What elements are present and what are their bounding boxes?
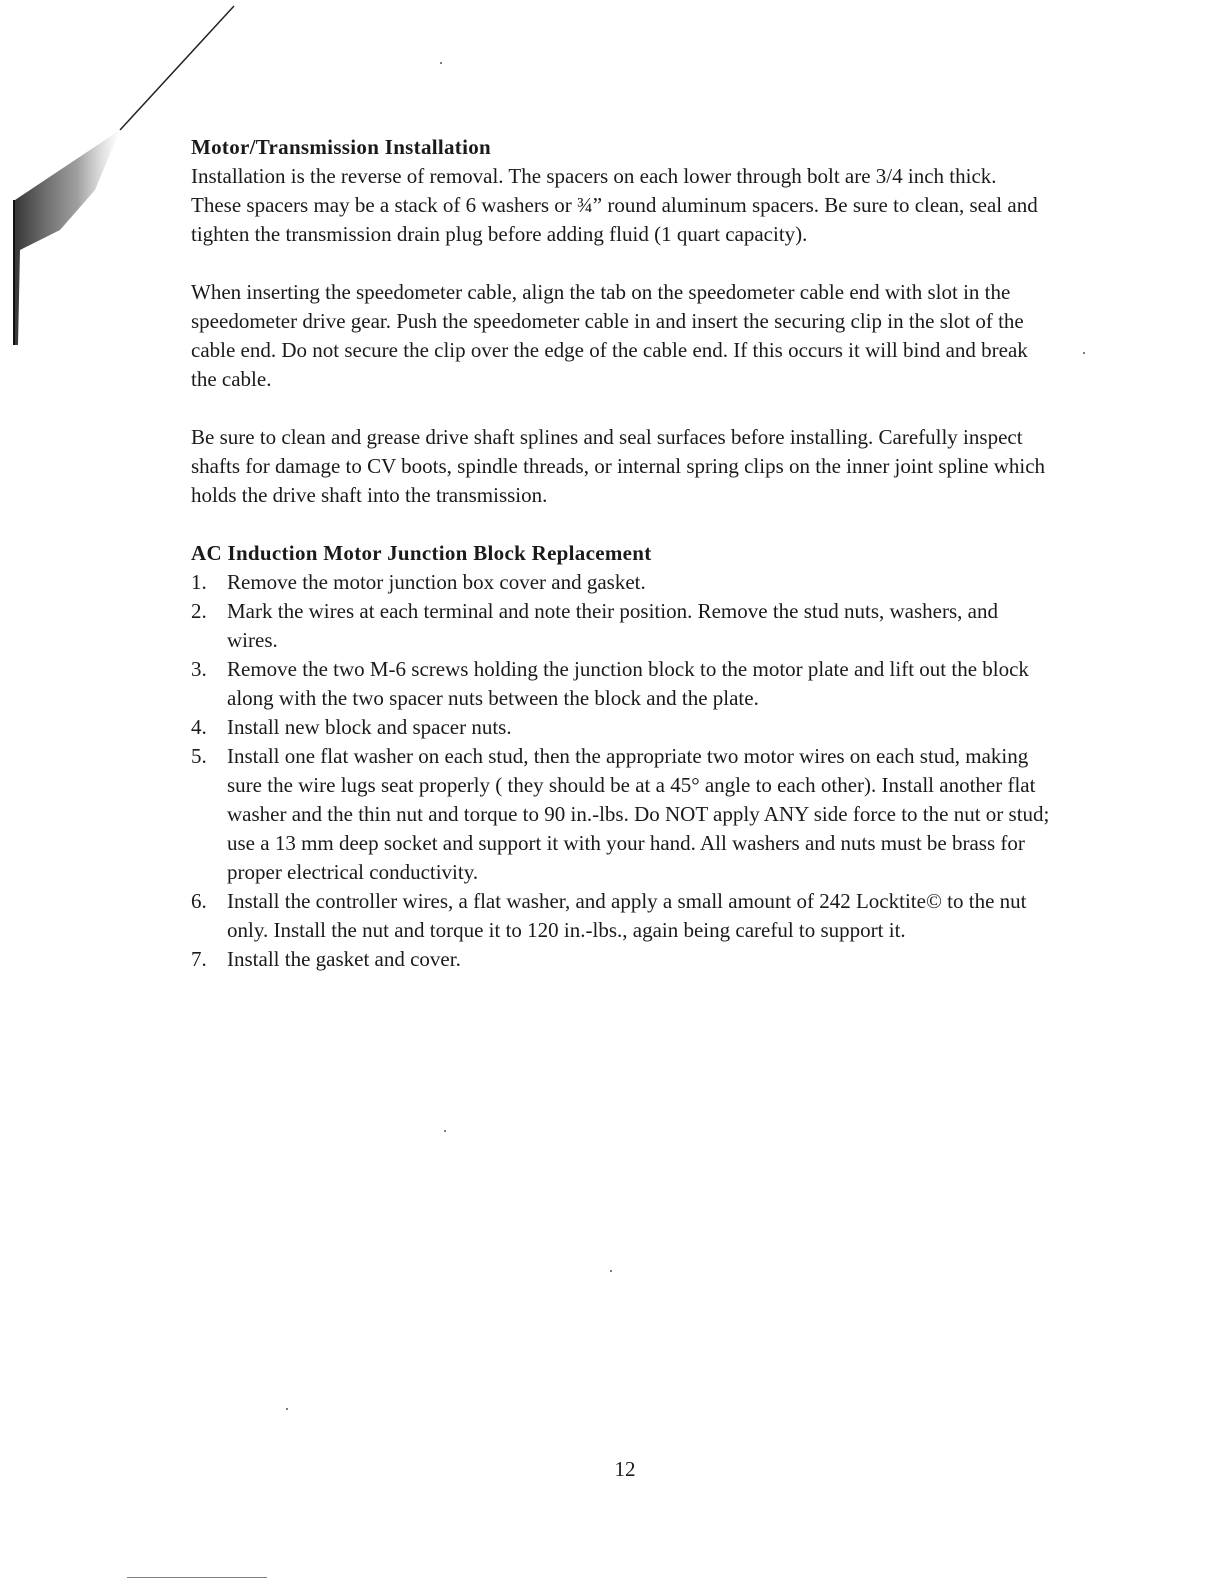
step-text: Install one flat washer on each stud, then the appropriate two motor wires on each stud, making sure the wire lugs seat properly ( they should be at a 45° angle to each other). Install another flat washer and the thin nut and torque to 90 in.-lbs. Do NOT apply ANY side force to the nut or stud; use a 13 mm deep socket and support it with your hand. All washers and nuts must be brass for proper electrical conductivity.	[227, 744, 1050, 884]
step-number: 6.	[191, 889, 207, 913]
step-text: Mark the wires at each terminal and note their position. Remove the stud nuts, washers, and wires.	[227, 599, 998, 652]
list-item	[191, 887, 1051, 945]
step-text: Remove the two M-6 screws holding the junction block to the motor plate and lift out the block along with the two spacer nuts between the block and the plate.	[227, 657, 1029, 710]
step-number: 2.	[191, 599, 207, 623]
section-heading-junction-block: AC Induction Motor Junction Block Replacement	[191, 541, 652, 565]
scan-speck	[444, 1130, 446, 1132]
steps-list	[191, 568, 1051, 974]
step-number: 3.	[191, 657, 207, 681]
step-number: 1.	[191, 570, 207, 594]
list-item	[191, 597, 1051, 655]
list-item	[191, 568, 1051, 597]
scan-speck	[610, 1270, 612, 1272]
scan-speck	[1083, 352, 1085, 354]
document-body	[191, 133, 1051, 974]
scan-speck	[286, 1408, 288, 1410]
paragraph-speedometer: When inserting the speedometer cable, align the tab on the speedometer cable end with slot in the speedometer drive gear. Push the speedometer cable in and insert the securing clip in the slot of the cable end. Do not secure the clip over the edge of the cable end. If this occurs it will bind and break the cable.	[191, 280, 1028, 391]
step-text: Install the gasket and cover.	[227, 947, 461, 971]
section-heading-motor-transmission: Motor/Transmission Installation	[191, 135, 492, 159]
list-item	[191, 742, 1051, 887]
paragraph-drive-shaft: Be sure to clean and grease drive shaft splines and seal surfaces before installing. Carefully inspect shafts for damage to CV boots, spindle threads, or internal spring clips on the inner joint spline which holds the drive shaft into the transmission.	[191, 425, 1046, 507]
list-item	[191, 713, 1051, 742]
step-number: 7.	[191, 947, 207, 971]
step-number: 4.	[191, 715, 207, 739]
step-text: Remove the motor junction box cover and gasket.	[227, 570, 646, 594]
paragraph-installation: Installation is the reverse of removal. The spacers on each lower through bolt are 3/4 inch thick. These spacers may be a stack of 6 washers or ¾” round aluminum spacers. Be sure to clean, seal and tighten the transmission drain plug before adding fluid (1 quart capacity).	[191, 164, 1038, 246]
list-item	[191, 945, 1051, 974]
step-text: Install new block and spacer nuts.	[227, 715, 512, 739]
step-text: Install the controller wires, a flat washer, and apply a small amount of 242 Locktite© to the nut only. Install the nut and torque it to 120 in.-lbs., again being careful to support it.	[227, 889, 1027, 942]
footer-rule	[127, 1577, 267, 1578]
list-item	[191, 655, 1051, 713]
step-number: 5.	[191, 744, 207, 768]
scan-speck	[440, 62, 442, 64]
page-number: 12	[614, 1457, 636, 1481]
